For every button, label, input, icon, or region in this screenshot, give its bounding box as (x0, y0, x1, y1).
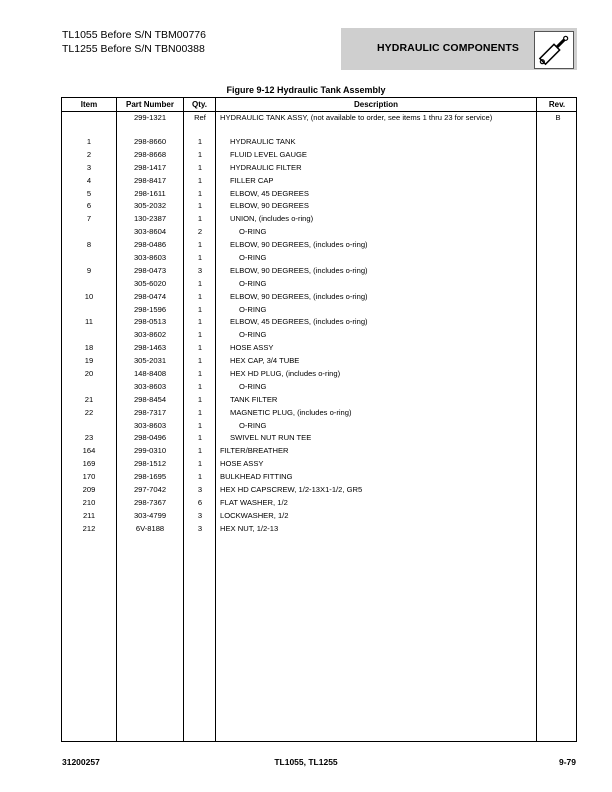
description-cell: UNION, (includes o-ring) (230, 214, 314, 224)
item-cell: 210 (82, 497, 96, 507)
table-row (62, 150, 576, 163)
table-row (62, 253, 576, 266)
part-number-cell: 305-2032 (133, 201, 167, 211)
description-cell: HYDRAULIC TANK ASSY, (not available to order, see items 1 thru 23 for service) (220, 113, 493, 122)
qty-cell: 1 (197, 201, 203, 211)
col-desc-header: Description (353, 100, 398, 109)
description-cell: ELBOW, 90 DEGREES, (includes o-ring) (230, 240, 368, 250)
description-cell: HYDRAULIC FILTER (230, 162, 302, 172)
table-row (62, 511, 576, 524)
table-row (62, 524, 576, 537)
description-cell: O-RING (239, 227, 267, 237)
col-qty-header: Qty. (192, 100, 207, 109)
table-row (62, 279, 576, 292)
qty-cell: 1 (197, 394, 203, 404)
description-cell: ELBOW, 45 DEGREES, (includes o-ring) (230, 317, 368, 327)
table-row (62, 240, 576, 253)
description-cell: ELBOW, 90 DEGREES, (includes o-ring) (230, 265, 368, 275)
qty-cell: 1 (197, 188, 203, 198)
part-number-cell: 305-6020 (133, 278, 167, 288)
model-line-1: TL1055 Before S/N TBM00776 (62, 29, 206, 41)
col-item-header: Item (80, 100, 98, 109)
part-number-cell: 298-1463 (133, 343, 167, 353)
qty-cell: 3 (197, 510, 203, 520)
qty-cell: 1 (197, 304, 203, 314)
qty-cell: 1 (197, 381, 203, 391)
col-part-header: Part Number (125, 100, 174, 109)
qty-cell: 1 (197, 356, 203, 366)
description-cell: ELBOW, 90 DEGREES (230, 201, 309, 211)
qty-cell: 3 (197, 523, 203, 533)
table-row (62, 176, 576, 189)
qty-cell: 1 (197, 317, 203, 327)
page-number: 9-79 (558, 757, 576, 767)
item-cell: 8 (86, 240, 92, 250)
table-row (62, 266, 576, 279)
doc-number: 31200257 (62, 757, 100, 767)
description-cell: O-RING (239, 304, 267, 314)
item-cell: 9 (86, 265, 92, 275)
footer-models: TL1055, TL1255 (274, 757, 338, 767)
table-row (62, 433, 576, 446)
table-row (62, 395, 576, 408)
description-cell: HEX HD CAPSCREW, 1/2-13X1-1/2, GR5 (220, 485, 363, 495)
qty-cell: 1 (197, 420, 203, 430)
part-number-cell: 298-8668 (133, 149, 167, 159)
part-number-cell: 298-7317 (133, 407, 167, 417)
description-cell: ELBOW, 45 DEGREES (230, 188, 309, 198)
part-number-cell: 298-0486 (133, 240, 167, 250)
description-cell: BULKHEAD FITTING (220, 472, 293, 482)
part-number-cell: 298-0496 (133, 433, 167, 443)
table-row (62, 382, 576, 395)
model-line-2: TL1255 Before S/N TBN00388 (62, 43, 205, 55)
description-cell: O-RING (239, 420, 267, 430)
description-cell: TANK FILTER (230, 394, 278, 404)
description-cell: HYDRAULIC TANK (230, 137, 296, 146)
qty-cell: 1 (197, 137, 203, 146)
figure-title: Figure 9-12 Hydraulic Tank Assembly (226, 85, 386, 95)
table-row (62, 369, 576, 382)
item-cell: 11 (85, 317, 93, 327)
part-number-cell: 303-8604 (133, 227, 167, 237)
rev-cell: B (555, 113, 561, 122)
qty-cell: 1 (197, 278, 203, 288)
item-cell: 164 (82, 446, 96, 456)
part-number-cell: 303-8603 (133, 381, 167, 391)
table-row (62, 498, 576, 511)
table-row (62, 408, 576, 421)
qty-cell: 1 (197, 149, 203, 159)
item-cell: 2 (86, 149, 92, 159)
item-cell: 1 (86, 137, 92, 146)
part-number-cell: 6V-8188 (135, 523, 165, 533)
qty-cell: 1 (197, 446, 203, 456)
parts-table (61, 97, 577, 742)
model-header (62, 28, 206, 56)
description-cell: HOSE ASSY (230, 343, 274, 353)
part-number-cell: 303-4799 (133, 510, 167, 520)
qty-cell: 3 (197, 485, 203, 495)
description-cell: O-RING (239, 253, 267, 263)
item-cell: 3 (86, 162, 92, 172)
qty-cell: 2 (197, 227, 203, 237)
part-number-cell: 298-0473 (133, 265, 167, 275)
description-cell: HEX NUT, 1/2-13 (220, 523, 279, 533)
table-row (62, 485, 576, 498)
description-cell: O-RING (239, 381, 267, 391)
description-cell: FLAT WASHER, 1/2 (220, 497, 288, 507)
qty-cell: 1 (197, 291, 203, 301)
item-cell: 209 (82, 485, 96, 495)
description-cell: SWIVEL NUT RUN TEE (230, 433, 312, 443)
qty-cell: 1 (197, 240, 203, 250)
qty-cell: 1 (197, 369, 203, 379)
part-number-cell: 298-8417 (133, 175, 167, 185)
part-number-cell: 298-7367 (133, 497, 167, 507)
section-header-box (341, 28, 577, 70)
part-number-cell: 298-1695 (133, 472, 167, 482)
table-row (62, 330, 576, 343)
table-row (62, 472, 576, 485)
qty-cell: 1 (197, 472, 203, 482)
qty-cell: 3 (197, 265, 203, 275)
part-number-cell: 298-1611 (134, 188, 166, 198)
item-cell: 170 (82, 472, 96, 482)
item-cell: 10 (84, 291, 94, 301)
description-cell: FILTER/BREATHER (220, 446, 289, 456)
qty-cell: 1 (197, 175, 203, 185)
item-cell: 19 (84, 356, 94, 366)
part-number-cell: 297-7042 (133, 485, 167, 495)
part-number-cell: 299-1321 (133, 113, 167, 122)
item-cell: 22 (84, 407, 94, 417)
item-cell: 18 (84, 343, 94, 353)
table-row (62, 459, 576, 472)
table-row (62, 343, 576, 356)
item-cell: 5 (86, 188, 92, 198)
table-row (62, 137, 576, 150)
table-row (62, 113, 576, 137)
description-cell: O-RING (239, 330, 267, 340)
part-number-cell: 305-2031 (133, 356, 167, 366)
table-row (62, 292, 576, 305)
part-number-cell: 298-1512 (133, 459, 167, 469)
item-cell: 169 (82, 459, 96, 469)
qty-cell: 1 (197, 214, 203, 224)
description-cell: ELBOW, 90 DEGREES, (includes o-ring) (230, 291, 368, 301)
qty-cell: 1 (197, 343, 203, 353)
qty-cell: 1 (197, 330, 203, 340)
item-cell: 211 (82, 510, 96, 520)
item-cell: 7 (86, 214, 92, 224)
qty-cell: 1 (197, 253, 203, 263)
description-cell: FILLER CAP (230, 175, 274, 185)
qty-cell: Ref (194, 113, 206, 122)
table-row (62, 163, 576, 176)
table-row (62, 305, 576, 318)
qty-cell: 1 (197, 162, 203, 172)
table-header (62, 98, 576, 112)
part-number-cell: 298-1417 (133, 162, 167, 172)
part-number-cell: 298-0513 (133, 317, 167, 327)
item-cell: 4 (86, 175, 92, 185)
qty-cell: 1 (197, 407, 203, 417)
part-number-cell: 303-8603 (133, 253, 167, 263)
table-row (62, 189, 576, 202)
description-cell: FLUID LEVEL GAUGE (230, 149, 307, 159)
table-row (62, 201, 576, 214)
table-row (62, 214, 576, 227)
table-row (62, 421, 576, 434)
part-number-cell: 303-8602 (133, 330, 167, 340)
description-cell: HEX CAP, 3/4 TUBE (230, 356, 300, 366)
description-cell: O-RING (239, 278, 267, 288)
part-number-cell: 303-8603 (133, 420, 167, 430)
part-number-cell: 298-8660 (133, 137, 167, 146)
item-cell: 21 (84, 394, 94, 404)
item-cell: 23 (84, 433, 94, 443)
item-cell: 6 (86, 201, 92, 211)
table-row (62, 356, 576, 369)
qty-cell: 6 (197, 497, 203, 507)
section-title: HYDRAULIC COMPONENTS (377, 42, 520, 54)
description-cell: MAGNETIC PLUG, (includes o-ring) (230, 407, 352, 417)
description-cell: LOCKWASHER, 1/2 (220, 510, 289, 520)
hydraulic-cylinder-icon (534, 31, 574, 69)
part-number-cell: 298-0474 (133, 291, 167, 301)
part-number-cell: 298-1596 (133, 304, 167, 314)
table-row (62, 227, 576, 240)
description-cell: HEX HD PLUG, (includes o-ring) (230, 369, 341, 379)
item-cell: 20 (84, 369, 94, 379)
part-number-cell: 148-8408 (133, 369, 167, 379)
part-number-cell: 299-0310 (133, 446, 167, 456)
description-cell: HOSE ASSY (220, 459, 264, 469)
col-rev-header: Rev. (548, 100, 566, 109)
qty-cell: 1 (197, 433, 203, 443)
table-body (62, 113, 576, 537)
item-cell: 212 (82, 523, 96, 533)
part-number-cell: 130-2387 (133, 214, 167, 224)
qty-cell: 1 (197, 459, 203, 469)
part-number-cell: 298-8454 (133, 394, 167, 404)
table-row (62, 317, 576, 330)
table-row (62, 446, 576, 459)
